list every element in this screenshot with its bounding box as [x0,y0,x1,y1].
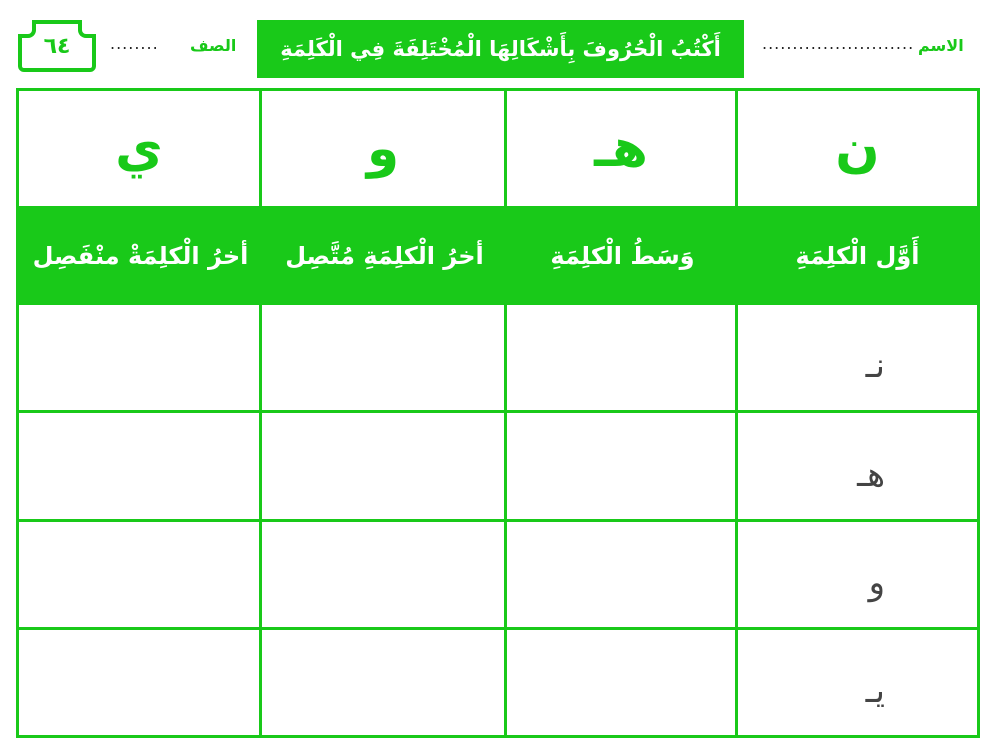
letter-ya: ي [115,118,163,179]
column-header [507,209,738,305]
class-label: الصف [190,36,237,55]
trace-cell[interactable] [738,413,977,522]
answer-cell[interactable] [262,522,507,630]
page-number: ٦٤ [43,33,71,59]
answer-cell[interactable] [507,630,738,735]
worksheet-title-text: أَكْتُبُ الْحُرُوفَ بِأَشْكَالِهَا الْمُخْتَلِفَةَ فِي الْكَلِمَةِ [280,37,721,61]
badge-notch-right [78,20,96,38]
column-header [738,209,977,305]
answer-cell[interactable] [19,305,262,413]
letter-waw: و [366,118,400,179]
trace-nun: نـ [865,346,885,386]
letter-nun: ن [835,118,880,179]
answer-cell[interactable] [507,522,738,630]
answer-cell[interactable] [19,522,262,630]
letter-cell [19,91,262,209]
class-field[interactable]: ........ [110,34,159,53]
header-end-separate: أخرُ الْكلِمَةْ منْفَصِل [32,241,249,270]
trace-cell[interactable] [738,630,977,735]
trace-ya: يـ [865,671,885,711]
name-field[interactable]: ......................... [762,34,915,53]
answer-cell[interactable] [19,413,262,522]
header-end-connected: أخرُ الْكلِمَةِ مُتَّصِل [285,241,484,270]
letter-ha: هـ [594,118,648,179]
answer-cell[interactable] [19,630,262,735]
trace-waw: و [868,563,885,603]
header-beginning: أَوَّل الْكلِمَةِ [795,241,920,270]
answer-cell[interactable] [262,630,507,735]
page-number-badge [18,20,96,72]
badge-notch-left [18,20,36,38]
letter-cell [262,91,507,209]
column-header [19,209,262,305]
worksheet-table [16,88,980,738]
answer-cell[interactable] [262,413,507,522]
answer-cell[interactable] [507,305,738,413]
trace-cell[interactable] [738,305,977,413]
name-label: الاسم [918,36,964,55]
worksheet-title [257,20,744,78]
letter-cell [738,91,977,209]
answer-cell[interactable] [507,413,738,522]
trace-ha: هـ [857,455,885,495]
header-middle: وَسَطُ الْكلِمَةِ [550,241,695,270]
letter-cell [507,91,738,209]
column-header [262,209,507,305]
trace-cell[interactable] [738,522,977,630]
answer-cell[interactable] [262,305,507,413]
